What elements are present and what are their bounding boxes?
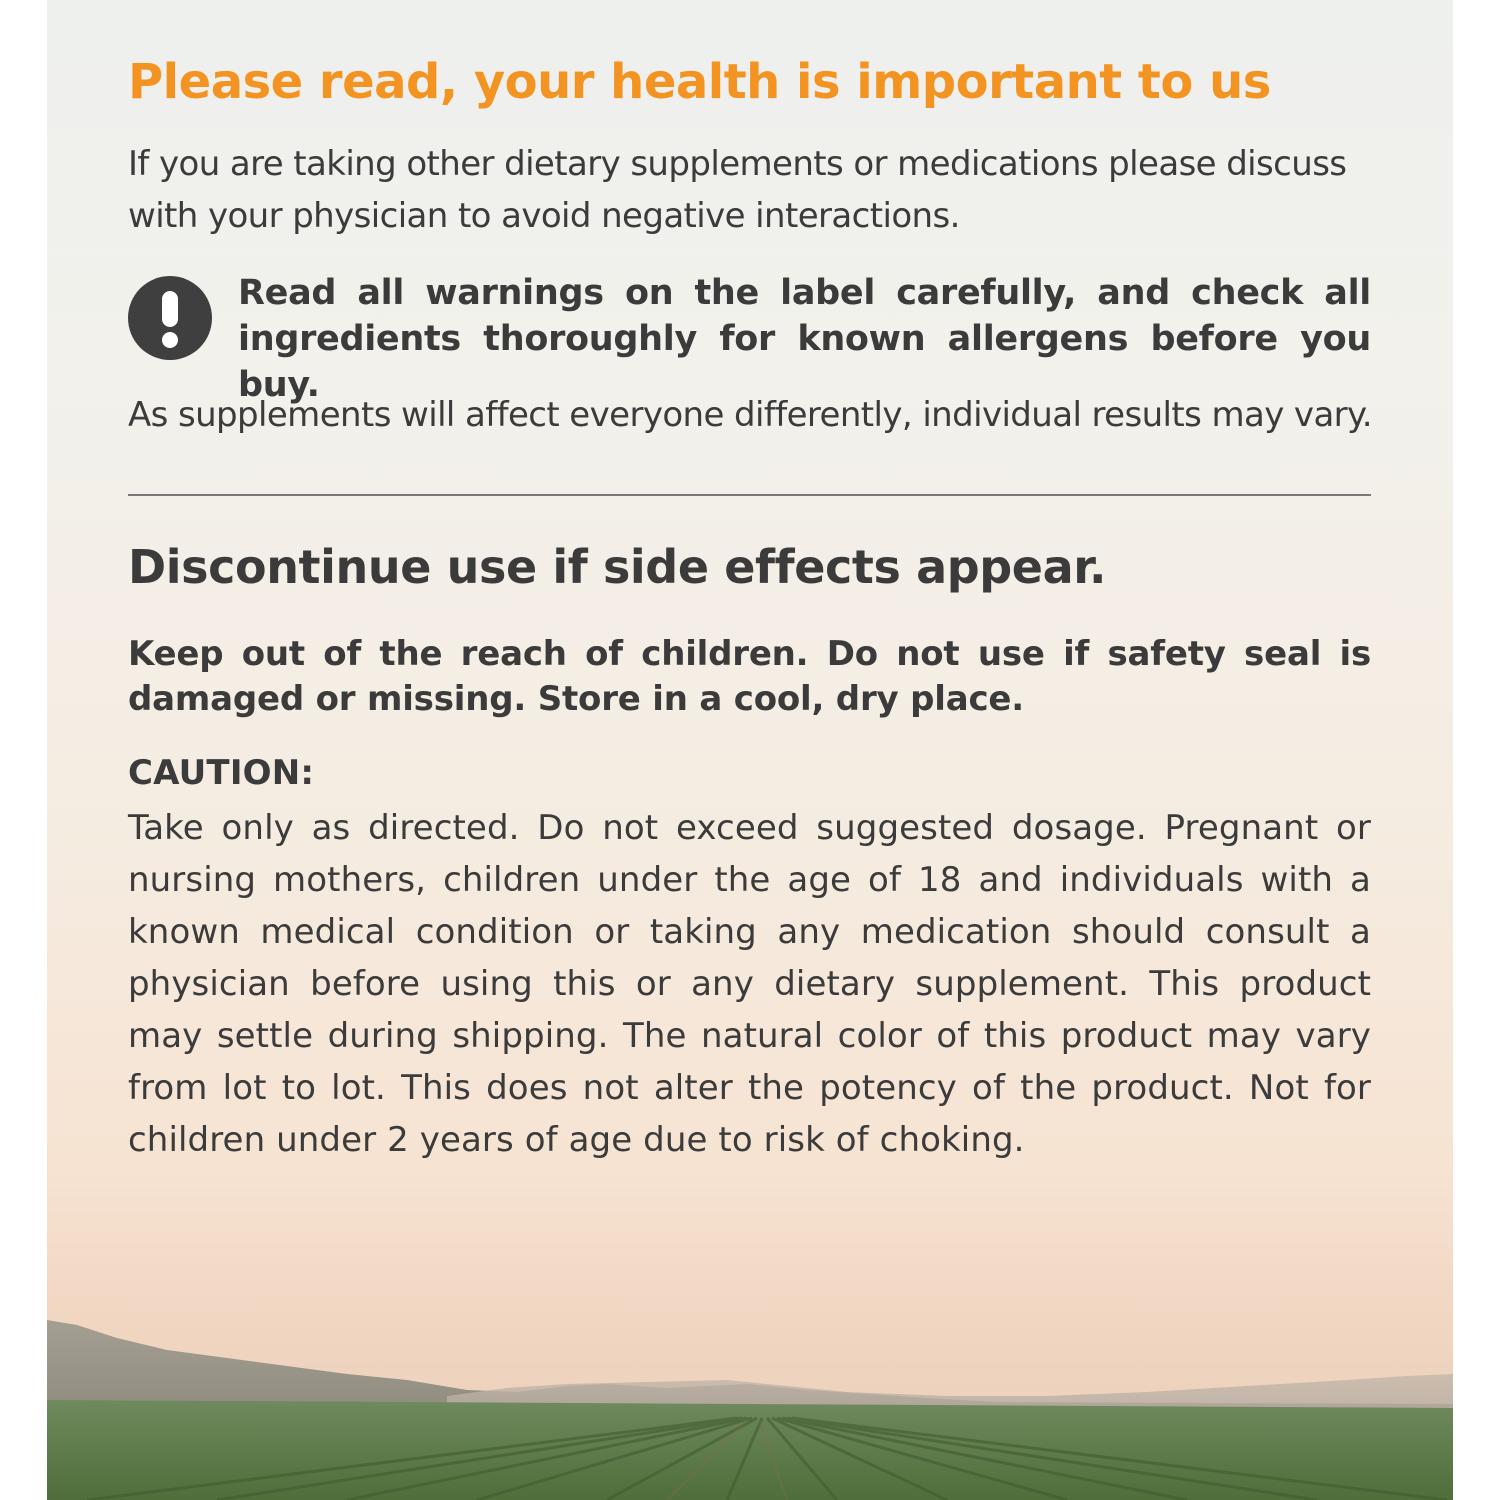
exclamation-icon (128, 276, 212, 360)
results-note: As supplements will affect everyone differently, individual results may vary. (128, 395, 1372, 435)
discontinue-heading: Discontinue use if side effects appear. (128, 540, 1107, 594)
intro-text: If you are taking other dietary supplements or medications please discuss with your physician to avoid negative interactions. (128, 144, 1347, 236)
caution-body: Take only as directed. Do not exceed suggested dosage. Pregnant or nursing mothers, children under the age of 18 and individuals with a known medical condition or taking any medication should consult a physician before using this or any dietary supplement. This product may settle during shipping. The natural color of this product may vary from lot to lot. This does not alter the potency of the product. Not for children under 2 years of age due to risk of choking. (128, 808, 1371, 1160)
warning-panel (47, 0, 1453, 1500)
caution-label: CAUTION: (128, 753, 315, 793)
divider (128, 494, 1371, 496)
page-title: Please read, your health is important to us (128, 54, 1271, 110)
warning-text: Read all warnings on the label carefully, and check all ingredients thoroughly for known allergens before you buy. (238, 273, 1371, 405)
farmland-landscape-image (47, 1300, 1453, 1500)
storage-note: Keep out of the reach of children. Do not use if safety seal is damaged or missing. Store in a cool, dry place. (128, 634, 1371, 719)
